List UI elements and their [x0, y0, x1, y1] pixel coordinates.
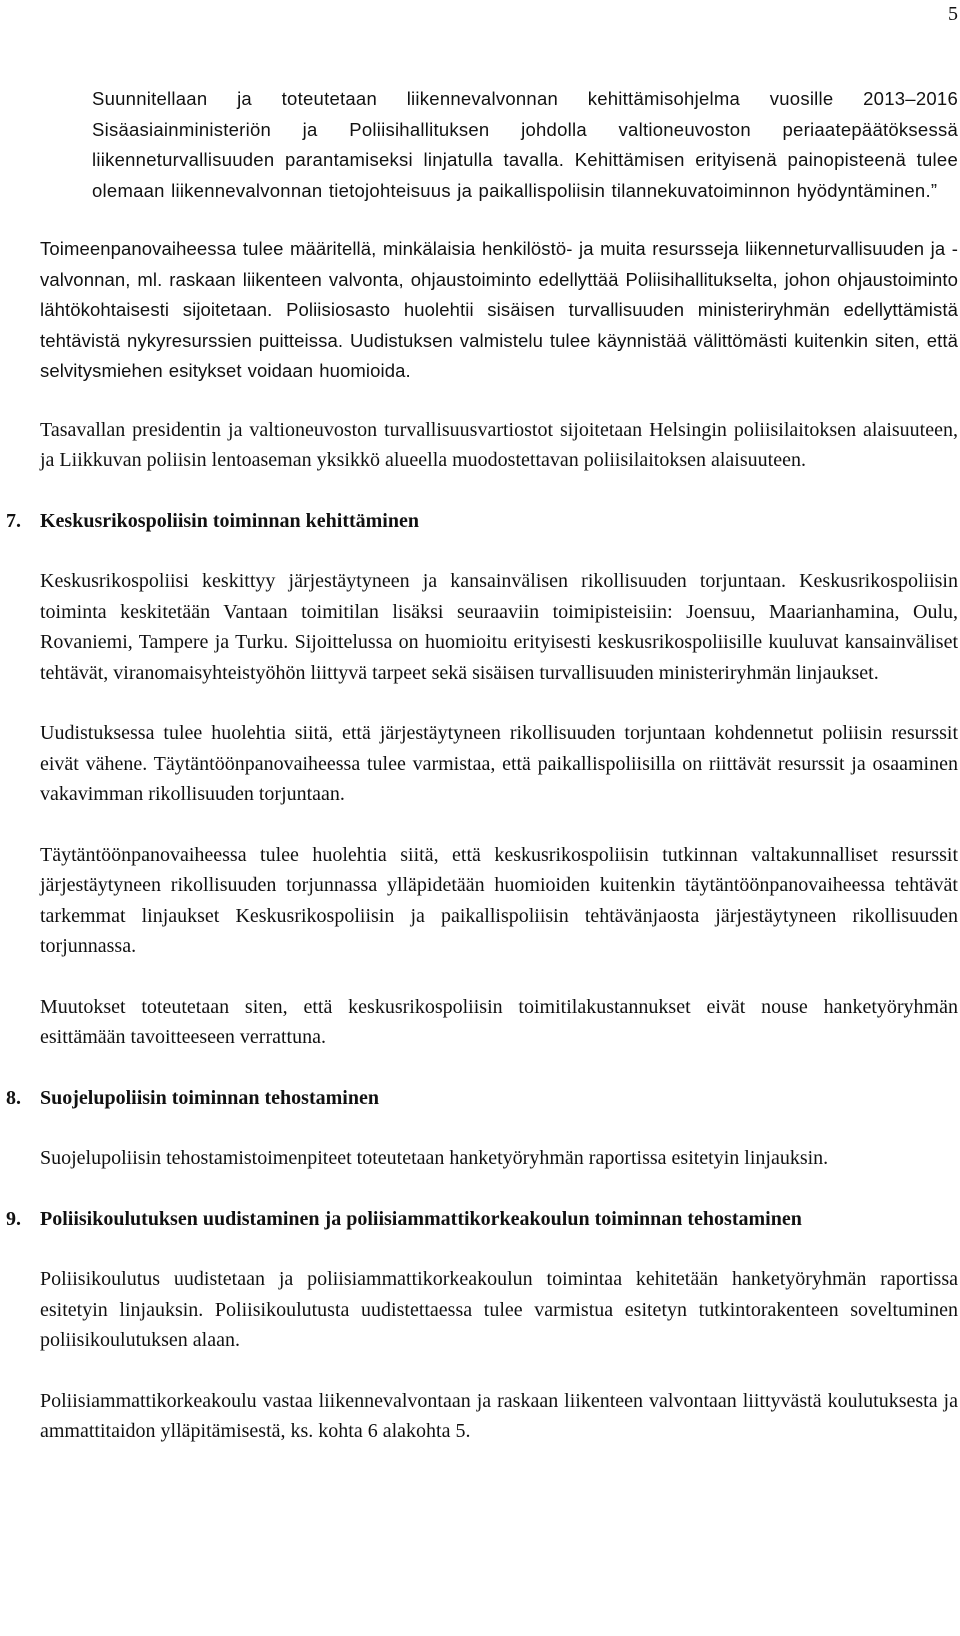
- paragraph-police-education-reform: Poliisikoulutus uudistetaan ja poliisiammattikorkeakoulun toimintaa kehitetään hanketyöryhmän raportissa esitetyin linjauksin. Poliisikoulutusta uudistettaessa tulee varmistua esitetyn tutkintorakenteen soveltuminen poliisikoulutuksen alaan.: [40, 1268, 958, 1351]
- section-title: Suojelupoliisin toiminnan tehostaminen: [40, 1086, 379, 1109]
- paragraph-implementation-resources: Toimeenpanovaiheessa tulee määritellä, minkälaisia henkilöstö- ja muita resursseja liikenneturvallisuuden ja -valvonnan, ml. raskaan liikenteen valvonta, ohjaustoiminto edellyttää Poliisihallitukselta, johon ohjaustoiminto lähtökohtaisesti sijoitetaan. Poliisiosasto huolehtii sisäisen turvallisuuden ministeriryhmän edellyttämistä tehtävistä nykyresurssien puitteissa. Uudistuksen valmistelu tulee käynnistää välittömästi kuitenkin siten, että selvitysmiehen esitykset voidaan huomioida.: [40, 238, 958, 381]
- section-title: Poliisikoulutuksen uudistaminen ja poliisiammattikorkeakoulun toiminnan tehostaminen: [40, 1207, 802, 1230]
- paragraph-security-guards: Tasavallan presidentin ja valtioneuvoston turvallisuusvartiostot sijoitetaan Helsingin poliisilaitoksen alaisuuteen, ja Liikkuvan poliisin lentoaseman yksikkö alueella muodostettavan poliisilaitoksen alaisuuteen.: [40, 418, 958, 471]
- paragraph-police-university-traffic: Poliisiammattikorkeakoulu vastaa liikennevalvontaan ja raskaan liikenteen valvontaan liittyvästä koulutuksesta ja ammattitaidon ylläpitämisestä, ks. kohta 6 alakohta 5.: [40, 1389, 958, 1442]
- section-number: 7.: [6, 509, 21, 532]
- paragraph-nbi-costs: Muutokset toteutetaan siten, että keskusrikospoliisin toimitilakustannukset eivät nouse hanketyöryhmän esittämään tavoitteeseen verrattuna.: [40, 995, 958, 1048]
- paragraph-nbi-implementation: Täytäntöönpanovaiheessa tulee huolehtia siitä, että keskusrikospoliisin tutkinnan valtakunnalliset resurssit järjestäytyneen rikollisuuden torjunnassa ylläpidetään huomioiden kuitenkin täytäntöönpanovaiheessa tehtävät tarkemmat linjaukset Keskusrikospoliisin ja paikallispoliisin tehtävänjaosta järjestäytyneen rikollisuuden torjunnassa.: [40, 843, 958, 957]
- document-body: [6, 84, 958, 1447]
- section-number: 9.: [6, 1207, 21, 1230]
- paragraph-nbi-focus: Keskusrikospoliisi keskittyy järjestäytyneen ja kansainvälisen rikollisuuden torjuntaan. Keskusrikospoliisin toiminta keskitetään Vantaan toimitilan lisäksi seuraaviin toimipisteisiin: Joensuu, Maarianhamina, Oulu, Rovaniemi, Tampere ja Turku. Sijoittelussa on huomioitu erityisesti keskusrikospoliisille kuuluvat kansainväliset tehtävät, viranomaisyhteistyöhön liittyvä tarpeet sekä sisäisen turvallisuuden ministeriryhmän linjaukset.: [40, 570, 958, 684]
- paragraph-supo-measures: Suojelupoliisin tehostamistoimenpiteet toteutetaan hanketyöryhmän raportissa esitetyin linjauksin.: [40, 1147, 829, 1169]
- quoted-paragraph-traffic-enforcement: Suunnitellaan ja toteutetaan liikennevalvonnan kehittämisohjelma vuosille 2013–2016 Sisäasiainministeriön ja Poliisihallituksen johdolla valtioneuvoston periaatepäätöksessä liikenneturvallisuuden parantamiseksi linjatulla tavalla. Kehittämisen erityisenä painopisteenä tulee olemaan liikennevalvonnan tietojohteisuus ja paikallispoliisin tilannekuvatoiminnon hyödyntäminen.”: [92, 88, 958, 201]
- section-heading-7: [6, 506, 958, 537]
- paragraph-nbi-resources: Uudistuksessa tulee huolehtia siitä, että järjestäytyneen rikollisuuden torjuntaan kohdennetut poliisin resurssit eivät vähene. Täytäntöönpanovaiheessa tulee varmistaa, että paikallispoliisilla on riittävät resurssit ja osaaminen vakavimman rikollisuuden torjuntaan.: [40, 722, 958, 805]
- section-heading-9: [6, 1204, 958, 1235]
- section-title: Keskusrikospoliisin toiminnan kehittäminen: [40, 509, 419, 532]
- page-number: 5: [948, 3, 958, 25]
- section-heading-8: [6, 1083, 958, 1114]
- section-number: 8.: [6, 1086, 21, 1109]
